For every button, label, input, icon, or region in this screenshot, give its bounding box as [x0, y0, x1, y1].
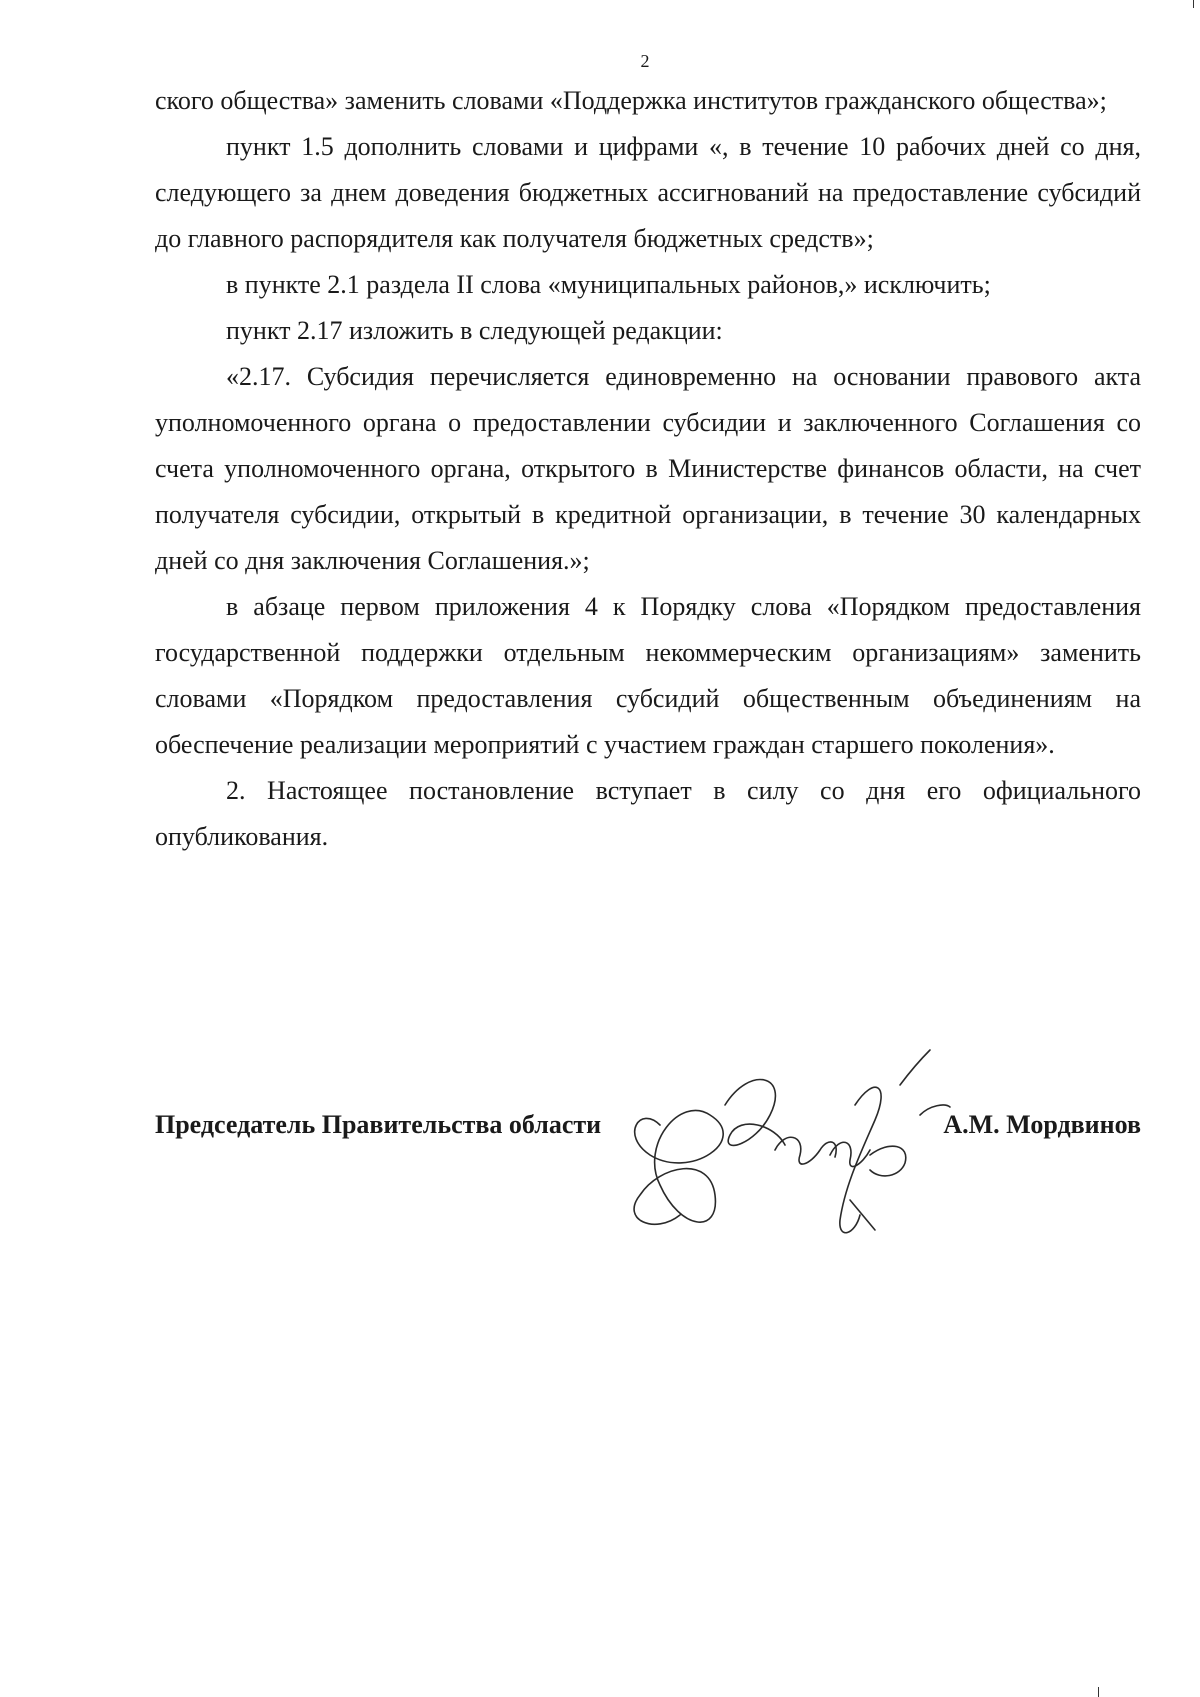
scan-artifact-bottom	[1098, 1687, 1099, 1697]
page-number: 2	[640, 51, 650, 71]
paragraph-4: пункт 2.17 изложить в следующей редакции:	[226, 316, 723, 345]
paragraph-7: 2. Настоящее постановление вступает в силу со дня его официального опубликования.	[155, 776, 1141, 851]
signatory-title: Председатель Правительства области	[155, 1110, 602, 1139]
signature-block	[155, 1110, 1141, 1150]
paragraph-5: «2.17. Субсидия перечисляется единовременно на основании правового акта уполномоченного органа о предоставлении субсидии и заключенного Соглашения со счета уполномоченного органа, открытого в Министерстве финансов области, на счет получателя субсидии, открытый в кредитной организации, в течение 30 календарных дней со дня заключения Соглашения.»;	[155, 362, 1141, 575]
paragraph-1: ского общества» заменить словами «Поддержка институтов гражданского общества»;	[155, 86, 1107, 115]
document-body	[155, 78, 1141, 860]
paragraph-3: в пункте 2.1 раздела II слова «муниципальных районов,» исключить;	[226, 270, 991, 299]
handwritten-signature	[600, 1045, 960, 1255]
paragraph-2: пункт 1.5 дополнить словами и цифрами «, в течение 10 рабочих дней со дня, следующего за днем доведения бюджетных ассигнований на предоставление субсидий до главного распорядителя как получателя бюджетных средств»;	[155, 132, 1141, 253]
signatory-name: А.М. Мордвинов	[943, 1110, 1141, 1139]
scan-artifact-top	[1193, 0, 1194, 8]
paragraph-6: в абзаце первом приложения 4 к Порядку слова «Порядком предоставления государственной поддержки отдельным некоммерческим организациям» заменить словами «Порядком предоставления субсидий общественным объединениям на обеспечение реализации мероприятий с участием граждан старшего поколения».	[155, 592, 1141, 759]
